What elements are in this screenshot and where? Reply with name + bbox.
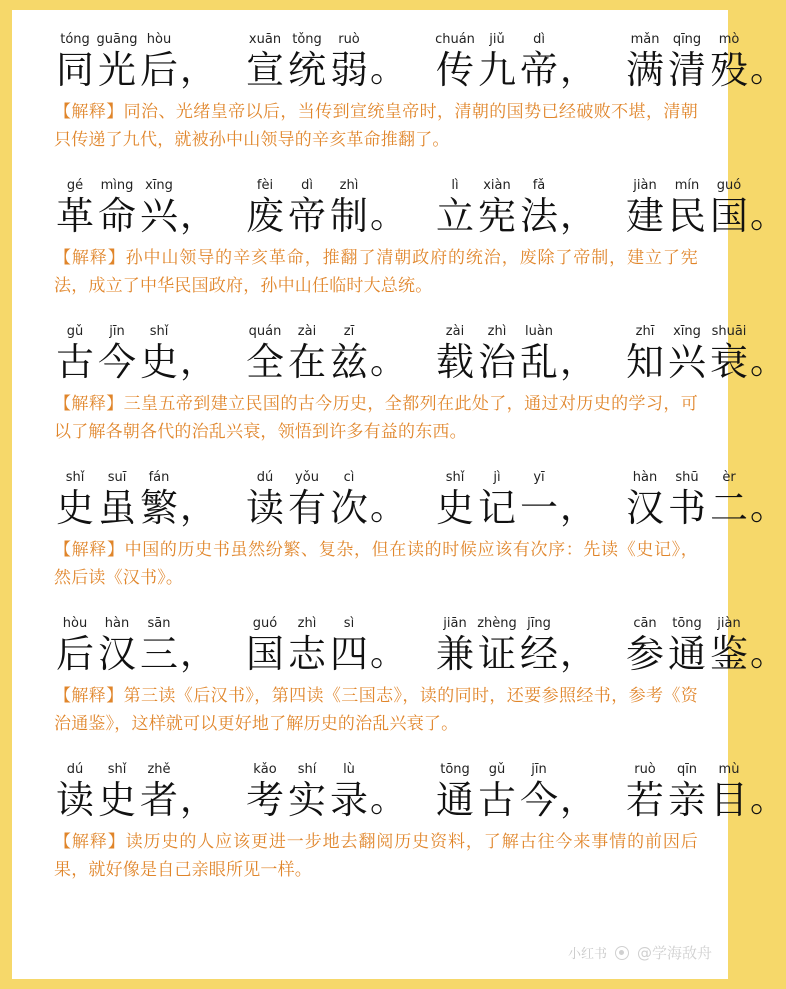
punctuation: ， — [560, 779, 597, 820]
verse-phrase — [434, 470, 597, 530]
explanation-text: 【解释】三皇五帝到建立民国的古今历史，全都列在此处了，通过对历史的学习，可以了解各朝各代的治乱兴衰，领悟到许多有益的东西。 — [54, 394, 698, 442]
character-with-pinyin — [476, 178, 518, 238]
hanzi: 弱 — [329, 48, 368, 92]
punctuation: 。 — [750, 779, 786, 820]
character-with-pinyin — [518, 32, 560, 92]
stanza — [54, 32, 786, 154]
character-with-pinyin — [96, 762, 138, 822]
character-with-pinyin — [54, 616, 96, 676]
character-with-pinyin — [476, 324, 518, 384]
hanzi: 载 — [435, 340, 474, 384]
character-with-pinyin — [434, 470, 476, 530]
hanzi: 革 — [55, 194, 94, 238]
hanzi: 通 — [435, 778, 474, 822]
stanza — [54, 470, 786, 592]
character-with-pinyin — [138, 616, 180, 676]
hanzi: 宪 — [477, 194, 516, 238]
verse-phrase — [244, 32, 407, 92]
explanation-text: 【解释】孙中山领导的辛亥革命，推翻了清朝政府的统治，废除了帝制，建立了宪法，成立了中华民国政府，孙中山任临时大总统。 — [54, 248, 698, 296]
hanzi: 史 — [435, 486, 474, 530]
pinyin: jīn — [531, 762, 547, 777]
pinyin: yǒu — [295, 470, 319, 485]
pinyin: shū — [675, 470, 699, 485]
character-with-pinyin — [624, 32, 666, 92]
punctuation: ， — [560, 341, 597, 382]
character-with-pinyin — [138, 178, 180, 238]
pinyin: shuāi — [711, 324, 747, 339]
hanzi: 传 — [435, 48, 474, 92]
character-with-pinyin — [666, 324, 708, 384]
pinyin: zhèng — [477, 616, 517, 631]
pinyin: jīn — [109, 324, 125, 339]
pinyin: guó — [716, 178, 742, 193]
character-with-pinyin — [624, 178, 666, 238]
character-with-pinyin — [96, 616, 138, 676]
pinyin: shǐ — [445, 470, 465, 485]
hanzi: 光 — [97, 48, 136, 92]
character-with-pinyin — [708, 762, 750, 822]
verse-phrase — [624, 178, 786, 238]
character-with-pinyin — [666, 32, 708, 92]
hanzi: 今 — [519, 778, 558, 822]
verse-phrase — [434, 762, 597, 822]
pinyin: zhě — [147, 762, 171, 777]
pinyin: xīng — [673, 324, 701, 339]
punctuation: ， — [180, 341, 217, 382]
character-with-pinyin — [54, 762, 96, 822]
explanation-text: 【解释】读历史的人应该更进一步地去翻阅历史资料，了解古往今来事情的前因后果，就好像是自己亲眼所见一样。 — [54, 832, 698, 880]
pinyin: fán — [148, 470, 170, 485]
pinyin: quán — [248, 324, 282, 339]
hanzi: 古 — [55, 340, 94, 384]
character-with-pinyin — [624, 324, 666, 384]
punctuation: ， — [180, 633, 217, 674]
character-with-pinyin — [624, 616, 666, 676]
character-with-pinyin — [96, 178, 138, 238]
character-with-pinyin — [138, 470, 180, 530]
character-with-pinyin — [434, 32, 476, 92]
character-with-pinyin — [476, 32, 518, 92]
pinyin: gé — [66, 178, 84, 193]
hanzi: 史 — [97, 778, 136, 822]
pinyin: zhì — [339, 178, 359, 193]
watermark — [568, 942, 712, 963]
character-with-pinyin — [518, 324, 560, 384]
punctuation: ， — [180, 487, 217, 528]
character-with-pinyin — [286, 324, 328, 384]
hanzi: 立 — [435, 194, 474, 238]
pinyin: tóng — [60, 32, 90, 47]
verse-phrase — [54, 32, 217, 92]
profile-icon — [615, 946, 629, 960]
character-with-pinyin — [476, 762, 518, 822]
character-with-pinyin — [476, 616, 518, 676]
pinyin: chuán — [435, 32, 475, 47]
hanzi: 有 — [287, 486, 326, 530]
verse-line — [54, 32, 786, 92]
verse-phrase — [54, 470, 217, 530]
pinyin: gǔ — [488, 762, 506, 777]
pinyin: xīng — [145, 178, 173, 193]
hanzi: 同 — [55, 48, 94, 92]
character-with-pinyin — [244, 324, 286, 384]
pinyin: gǔ — [66, 324, 84, 339]
hanzi: 制 — [329, 194, 368, 238]
hanzi: 九 — [477, 48, 516, 92]
pinyin: mín — [674, 178, 700, 193]
pinyin: shǐ — [65, 470, 85, 485]
character-with-pinyin — [328, 178, 370, 238]
pinyin: guāng — [96, 32, 138, 47]
character-with-pinyin — [328, 762, 370, 822]
character-with-pinyin — [666, 762, 708, 822]
pinyin: cān — [633, 616, 657, 631]
hanzi: 宣 — [245, 48, 284, 92]
verse-line — [54, 324, 786, 384]
pinyin: xuān — [248, 32, 282, 47]
hanzi: 三 — [139, 632, 178, 676]
explanation-text: 【解释】同治、光绪皇帝以后，当传到宣统皇帝时，清朝的国势已经破败不堪，清朝只传递了九代，就被孙中山领导的辛亥革命推翻了。 — [54, 102, 698, 150]
watermark-brand: 小红书 — [567, 947, 607, 962]
character-with-pinyin — [434, 178, 476, 238]
punctuation: 。 — [370, 195, 407, 236]
pinyin: zī — [343, 324, 355, 339]
pinyin: dì — [533, 32, 545, 47]
verse-phrase — [54, 178, 217, 238]
character-with-pinyin — [708, 470, 750, 530]
character-with-pinyin — [708, 178, 750, 238]
verse-line — [54, 762, 786, 822]
verse-line — [54, 178, 786, 238]
character-with-pinyin — [666, 178, 708, 238]
character-with-pinyin — [54, 32, 96, 92]
character-with-pinyin — [244, 470, 286, 530]
hanzi: 建 — [625, 194, 664, 238]
verse-phrase — [244, 762, 407, 822]
pinyin: luàn — [524, 324, 554, 339]
hanzi: 繁 — [139, 486, 178, 530]
character-with-pinyin — [518, 616, 560, 676]
pinyin: èr — [722, 470, 736, 485]
pinyin: fèi — [256, 178, 274, 193]
pinyin: zài — [445, 324, 465, 339]
pinyin: lù — [343, 762, 355, 777]
punctuation: ， — [560, 633, 597, 674]
hanzi: 衰 — [709, 340, 748, 384]
punctuation: ， — [180, 779, 217, 820]
hanzi: 在 — [287, 340, 326, 384]
pinyin: dì — [301, 178, 313, 193]
verse-phrase — [434, 32, 597, 92]
pinyin: jīng — [527, 616, 551, 631]
hanzi: 读 — [245, 486, 284, 530]
hanzi: 废 — [245, 194, 284, 238]
verse-phrase — [434, 178, 597, 238]
character-with-pinyin — [328, 616, 370, 676]
hanzi: 民 — [667, 194, 706, 238]
hanzi: 亲 — [667, 778, 706, 822]
pinyin: jiān — [443, 616, 467, 631]
verse-line — [54, 616, 786, 676]
hanzi: 记 — [477, 486, 516, 530]
character-with-pinyin — [244, 178, 286, 238]
stanza — [54, 324, 786, 446]
pinyin: suī — [107, 470, 127, 485]
character-with-pinyin — [96, 32, 138, 92]
verse-phrase — [244, 324, 407, 384]
character-with-pinyin — [666, 470, 708, 530]
pinyin: hòu — [62, 616, 88, 631]
pinyin: tōng — [440, 762, 470, 777]
stanza — [54, 178, 786, 300]
character-with-pinyin — [518, 470, 560, 530]
pinyin: qīn — [676, 762, 698, 777]
stanza — [54, 762, 786, 884]
hanzi: 汉 — [97, 632, 136, 676]
hanzi: 后 — [139, 48, 178, 92]
hanzi: 通 — [667, 632, 706, 676]
verse-phrase — [244, 616, 407, 676]
punctuation: 。 — [370, 633, 407, 674]
punctuation: ， — [560, 487, 597, 528]
punctuation: ， — [180, 49, 217, 90]
hanzi: 录 — [329, 778, 368, 822]
pinyin: jiàn — [633, 178, 657, 193]
pinyin: ruò — [634, 762, 656, 777]
character-with-pinyin — [244, 32, 286, 92]
hanzi: 兼 — [435, 632, 474, 676]
pinyin: yī — [533, 470, 545, 485]
hanzi: 读 — [55, 778, 94, 822]
pinyin: hàn — [632, 470, 658, 485]
hanzi: 史 — [139, 340, 178, 384]
character-with-pinyin — [96, 324, 138, 384]
hanzi: 虽 — [97, 486, 136, 530]
character-with-pinyin — [708, 32, 750, 92]
punctuation: 。 — [370, 487, 407, 528]
hanzi: 帝 — [287, 194, 326, 238]
pinyin: hàn — [104, 616, 130, 631]
hanzi: 鉴 — [709, 632, 748, 676]
hanzi: 汉 — [625, 486, 664, 530]
pinyin: fǎ — [532, 178, 546, 193]
stanza — [54, 616, 786, 738]
pinyin: xiàn — [483, 178, 511, 193]
hanzi: 兹 — [329, 340, 368, 384]
verse-phrase — [244, 178, 407, 238]
character-with-pinyin — [54, 324, 96, 384]
verse-phrase — [624, 762, 786, 822]
explanation-text: 【解释】中国的历史书虽然纷繁、复杂，但在读的时候应该有次序：先读《史记》，然后读《汉书》。 — [54, 540, 698, 588]
character-with-pinyin — [476, 470, 518, 530]
hanzi: 古 — [477, 778, 516, 822]
hanzi: 兴 — [667, 340, 706, 384]
pinyin: zài — [297, 324, 317, 339]
pinyin: qīng — [672, 32, 702, 47]
character-with-pinyin — [328, 470, 370, 530]
hanzi: 目 — [709, 778, 748, 822]
pinyin: shǐ — [107, 762, 127, 777]
character-with-pinyin — [286, 32, 328, 92]
pinyin: sān — [147, 616, 171, 631]
pinyin: dú — [256, 470, 274, 485]
character-with-pinyin — [708, 616, 750, 676]
pinyin: cì — [343, 470, 355, 485]
pinyin: shǐ — [149, 324, 169, 339]
verse-line — [54, 470, 786, 530]
punctuation: 。 — [370, 779, 407, 820]
character-with-pinyin — [138, 762, 180, 822]
poem-page — [12, 10, 786, 979]
hanzi: 次 — [329, 486, 368, 530]
character-with-pinyin — [624, 762, 666, 822]
character-with-pinyin — [286, 616, 328, 676]
hanzi: 实 — [287, 778, 326, 822]
pinyin: kǎo — [253, 762, 277, 777]
character-with-pinyin — [666, 616, 708, 676]
punctuation: 。 — [750, 633, 786, 674]
hanzi: 满 — [625, 48, 664, 92]
hanzi: 书 — [667, 486, 706, 530]
hanzi: 国 — [245, 632, 284, 676]
pinyin: tǒng — [292, 32, 322, 47]
punctuation: 。 — [750, 487, 786, 528]
character-with-pinyin — [54, 178, 96, 238]
character-with-pinyin — [138, 32, 180, 92]
character-with-pinyin — [434, 762, 476, 822]
pinyin: hòu — [146, 32, 172, 47]
punctuation: 。 — [750, 341, 786, 382]
stanza-list — [54, 32, 786, 884]
punctuation: ， — [180, 195, 217, 236]
pinyin: mǎn — [630, 32, 660, 47]
hanzi: 二 — [709, 486, 748, 530]
hanzi: 四 — [329, 632, 368, 676]
pinyin: sì — [343, 616, 355, 631]
verse-phrase — [54, 324, 217, 384]
character-with-pinyin — [96, 470, 138, 530]
pinyin: lì — [451, 178, 459, 193]
character-with-pinyin — [286, 470, 328, 530]
character-with-pinyin — [244, 616, 286, 676]
pinyin: zhì — [487, 324, 507, 339]
hanzi: 证 — [477, 632, 516, 676]
character-with-pinyin — [518, 762, 560, 822]
character-with-pinyin — [328, 324, 370, 384]
punctuation: 。 — [370, 341, 407, 382]
pinyin: guó — [252, 616, 278, 631]
hanzi: 统 — [287, 48, 326, 92]
pinyin: dú — [66, 762, 84, 777]
verse-phrase — [54, 616, 217, 676]
character-with-pinyin — [518, 178, 560, 238]
pinyin: mìng — [100, 178, 134, 193]
hanzi: 命 — [97, 194, 136, 238]
verse-phrase — [624, 324, 786, 384]
hanzi: 考 — [245, 778, 284, 822]
character-with-pinyin — [624, 470, 666, 530]
pinyin: ruò — [338, 32, 360, 47]
verse-phrase — [244, 470, 407, 530]
verse-phrase — [434, 616, 597, 676]
character-with-pinyin — [286, 762, 328, 822]
hanzi: 知 — [625, 340, 664, 384]
verse-phrase — [434, 324, 597, 384]
character-with-pinyin — [434, 616, 476, 676]
hanzi: 经 — [519, 632, 558, 676]
hanzi: 后 — [55, 632, 94, 676]
verse-phrase — [54, 762, 217, 822]
pinyin: jiǔ — [489, 32, 505, 47]
character-with-pinyin — [138, 324, 180, 384]
hanzi: 志 — [287, 632, 326, 676]
pinyin: mò — [718, 32, 740, 47]
hanzi: 兴 — [139, 194, 178, 238]
verse-phrase — [624, 32, 786, 92]
hanzi: 乱 — [519, 340, 558, 384]
pinyin: mù — [718, 762, 740, 777]
punctuation: 。 — [370, 49, 407, 90]
punctuation: 。 — [750, 195, 786, 236]
hanzi: 若 — [625, 778, 664, 822]
watermark-author: @学海敌舟 — [636, 944, 712, 962]
punctuation: 。 — [750, 49, 786, 90]
hanzi: 参 — [625, 632, 664, 676]
hanzi: 者 — [139, 778, 178, 822]
pinyin: jiàn — [717, 616, 741, 631]
verse-phrase — [624, 470, 786, 530]
pinyin: zhī — [635, 324, 655, 339]
character-with-pinyin — [244, 762, 286, 822]
hanzi: 史 — [55, 486, 94, 530]
hanzi: 全 — [245, 340, 284, 384]
explanation-text: 【解释】第三读《后汉书》，第四读《三国志》，读的同时，还要参照经书，参考《资治通鉴》，这样就可以更好地了解历史的治乱兴衰了。 — [54, 686, 698, 734]
pinyin: zhì — [297, 616, 317, 631]
character-with-pinyin — [328, 32, 370, 92]
hanzi: 今 — [97, 340, 136, 384]
verse-phrase — [624, 616, 786, 676]
pinyin: jì — [493, 470, 501, 485]
character-with-pinyin — [708, 324, 750, 384]
character-with-pinyin — [434, 324, 476, 384]
character-with-pinyin — [54, 470, 96, 530]
character-with-pinyin — [286, 178, 328, 238]
hanzi: 治 — [477, 340, 516, 384]
hanzi: 殁 — [709, 48, 748, 92]
hanzi: 国 — [709, 194, 748, 238]
punctuation: ， — [560, 49, 597, 90]
pinyin: tōng — [672, 616, 702, 631]
punctuation: ， — [560, 195, 597, 236]
pinyin: shí — [297, 762, 317, 777]
hanzi: 清 — [667, 48, 706, 92]
hanzi: 法 — [519, 194, 558, 238]
hanzi: 帝 — [519, 48, 558, 92]
hanzi: 一 — [519, 486, 558, 530]
